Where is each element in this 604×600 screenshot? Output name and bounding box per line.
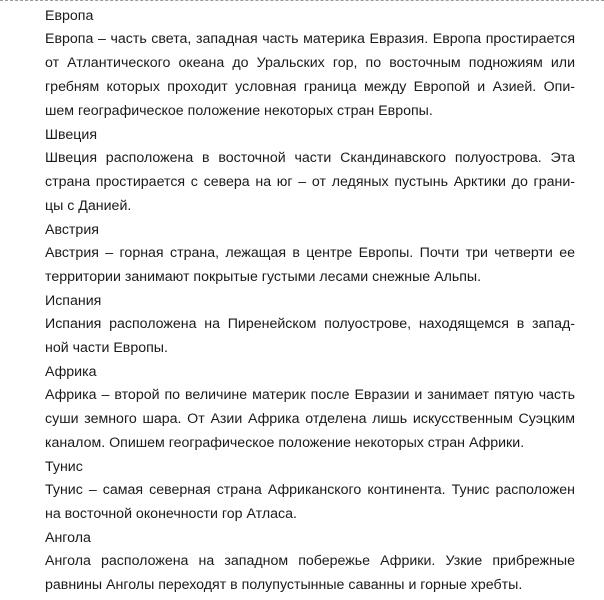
section-paragraph — [45, 27, 575, 125]
section-6 — [45, 457, 575, 528]
paragraph-line: гребням которых проходит условная граница между Европой и Азией. Опи- — [45, 79, 575, 95]
section-heading: Тунис — [45, 459, 83, 475]
section-paragraph — [45, 241, 575, 291]
section-1 — [45, 6, 575, 125]
paragraph-line: Европа – часть света, западная часть материка Евразия. Европа простирается — [45, 31, 575, 47]
paragraph-line: на восточной оконечности гор Атласа. — [45, 506, 297, 522]
paragraph-line: Африка – второй по величине материк после Евразии и занимает пятую часть — [45, 387, 575, 403]
paragraph-line: шем географическое положение некоторых стран Европы. — [45, 103, 433, 119]
paragraph-line: Австрия – горная страна, лежащая в центре Европы. Почти три четверти ее — [45, 245, 575, 261]
section-7 — [45, 528, 575, 599]
section-3 — [45, 220, 575, 291]
section-paragraph — [45, 312, 575, 362]
section-paragraph — [45, 549, 575, 599]
page-top-border — [0, 0, 604, 3]
section-heading: Ангола — [45, 530, 91, 546]
section-heading: Африка — [45, 364, 97, 380]
paragraph-line: Испания расположена на Пиренейском полуострове, находящемся в запад- — [45, 316, 575, 332]
paragraph-line: территории занимают покрытые густыми лесами снежные Альпы. — [45, 269, 482, 285]
paragraph-line: ной части Европы. — [45, 340, 168, 356]
section-4 — [45, 291, 575, 362]
paragraph-line: цы с Данией. — [45, 198, 132, 214]
section-paragraph — [45, 478, 575, 528]
paragraph-line: страна простирается с севера на юг – от ледяных пустынь Арктики до грани- — [45, 174, 575, 190]
section-heading: Австрия — [45, 222, 99, 238]
section-heading: Европа — [45, 8, 94, 24]
paragraph-line: Тунис – самая северная страна Африканского континента. Тунис расположен — [45, 482, 575, 498]
section-2 — [45, 125, 575, 220]
paragraph-line: суши земного шара. От Азии Африка отделена лишь искусственным Суэцким — [45, 411, 575, 427]
paragraph-line: Швеция расположена в восточной части Скандинавского полуострова. Эта — [45, 150, 575, 166]
document-body — [45, 6, 575, 599]
section-heading: Испания — [45, 293, 102, 309]
section-paragraph — [45, 146, 575, 220]
paragraph-line: Ангола расположена на западном побережье Африки. Узкие прибрежные — [45, 553, 575, 569]
section-heading: Швеция — [45, 127, 98, 143]
section-5 — [45, 362, 575, 457]
paragraph-line: равнины Анголы переходят в полупустынные саванны и горные хребты. — [45, 577, 523, 593]
section-paragraph — [45, 383, 575, 457]
paragraph-line: от Атлантического океана до Уральских гор, по восточным подножиям или — [45, 55, 575, 71]
paragraph-line: каналом. Опишем географическое положение некоторых стран Африки. — [45, 435, 525, 451]
